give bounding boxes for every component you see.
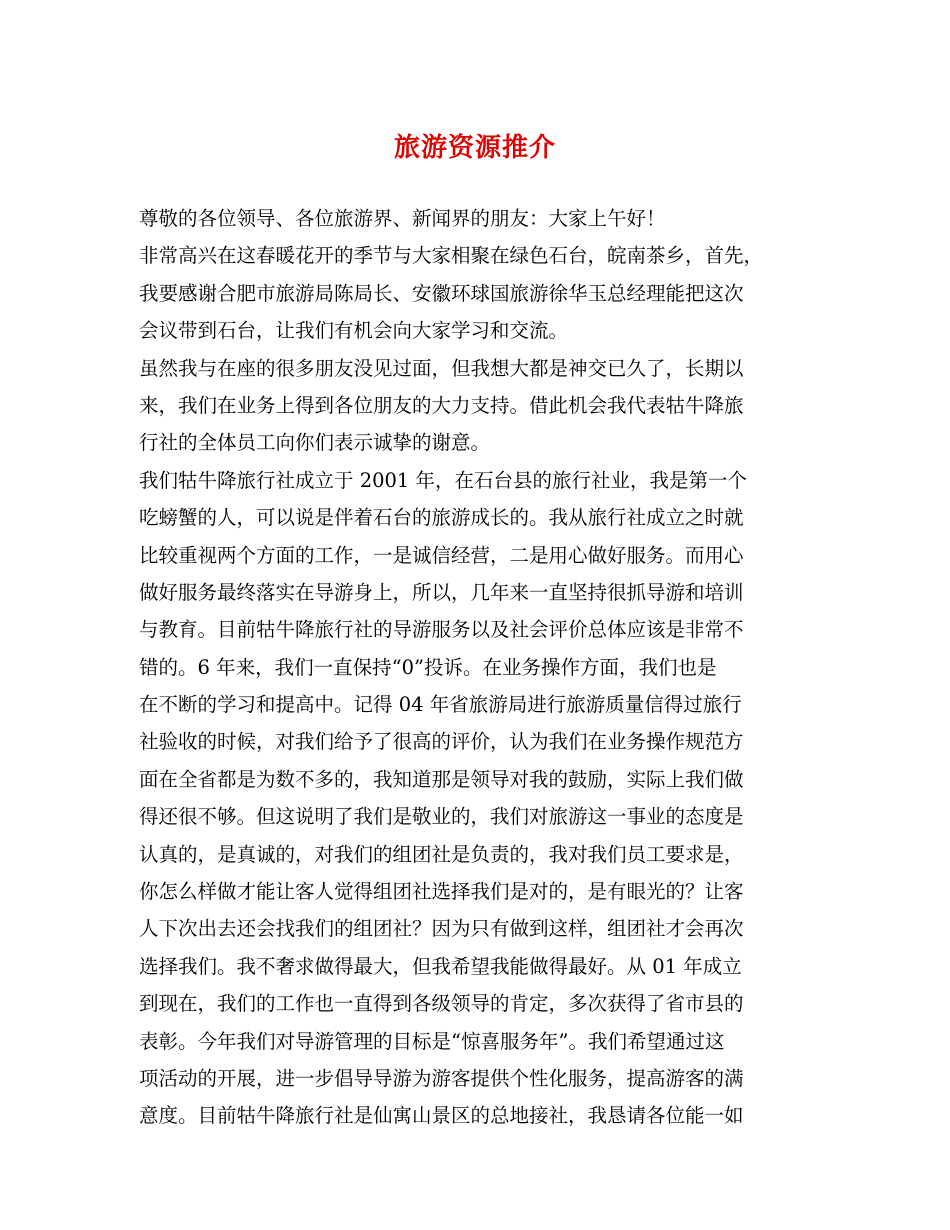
body-line: 面在全省都是为数不多的，我知道那是领导对我的鼓励，实际上我们做 xyxy=(139,767,744,791)
body-line: 表彰。今年我们对导游管理的目标是“惊喜服务年”。我们希望通过这 xyxy=(139,1029,725,1053)
body-line: 选择我们。我不奢求做得最大，但我希望我能做得最好。从 01 年成立 xyxy=(139,954,742,978)
body-line: 错的。6 年来，我们一直保持“0”投诉。在业务操作方面，我们也是 xyxy=(139,655,717,679)
body-line: 在不断的学习和提高中。记得 04 年省旅游局进行旅游质量信得过旅行 xyxy=(139,693,742,717)
body-line: 会议带到石台，让我们有机会向大家学习和交流。 xyxy=(139,319,569,343)
body-line: 意度。目前牯牛降旅行社是仙寓山景区的总地接社，我恳请各位能一如 xyxy=(139,1104,744,1128)
body-line: 行社的全体员工向你们表示诚挚的谢意。 xyxy=(139,431,491,455)
body-line: 吃螃蟹的人，可以说是伴着石台的旅游成长的。我从旅行社成立之时就 xyxy=(139,506,744,530)
body-line: 来，我们在业务上得到各位朋友的大力支持。借此机会我代表牯牛降旅 xyxy=(139,393,744,417)
document-body xyxy=(139,200,829,1135)
body-line: 我们牯牛降旅行社成立于 2001 年，在石台县的旅行社业，我是第一个 xyxy=(139,468,748,492)
document-title: 旅游资源推介 xyxy=(393,133,556,163)
body-line: 比较重视两个方面的工作，一是诚信经营，二是用心做好服务。而用心 xyxy=(139,543,744,567)
body-line: 尊敬的各位领导、各位旅游界、新闻界的朋友：大家上午好！ xyxy=(139,207,666,230)
body-line: 虽然我与在座的很多朋友没见过面，但我想大都是神交已久了，长期以 xyxy=(139,356,744,380)
body-line: 你怎么样做才能让客人觉得组团社选择我们是对的，是有眼光的？让客 xyxy=(139,880,744,904)
body-line: 人下次出去还会找我们的组团社？因为只有做到这样，组团社才会再次 xyxy=(139,917,744,941)
body-line: 项活动的开展，进一步倡导导游为游客提供个性化服务，提高游客的满 xyxy=(139,1066,744,1090)
body-line: 社验收的时候，对我们给予了很高的评价，认为我们在业务操作规范方 xyxy=(139,730,744,754)
body-line: 与教育。目前牯牛降旅行社的导游服务以及社会评价总体应该是非常不 xyxy=(139,618,744,642)
body-line: 得还很不够。但这说明了我们是敬业的，我们对旅游这一事业的态度是 xyxy=(139,805,744,829)
body-line: 我要感谢合肥市旅游局陈局长、安徽环球国旅游徐华玉总经理能把这次 xyxy=(139,281,744,305)
body-line: 到现在，我们的工作也一直得到各级领导的肯定，多次获得了省市县的 xyxy=(139,992,744,1016)
body-line: 做好服务最终落实在导游身上，所以，几年来一直坚持很抓导游和培训 xyxy=(139,580,744,604)
body-line: 认真的，是真诚的，对我们的组团社是负责的，我对我们员工要求是， xyxy=(139,842,744,866)
body-line: 非常高兴在这春暖花开的季节与大家相聚在绿色石台，皖南茶乡，首先， xyxy=(139,244,764,268)
